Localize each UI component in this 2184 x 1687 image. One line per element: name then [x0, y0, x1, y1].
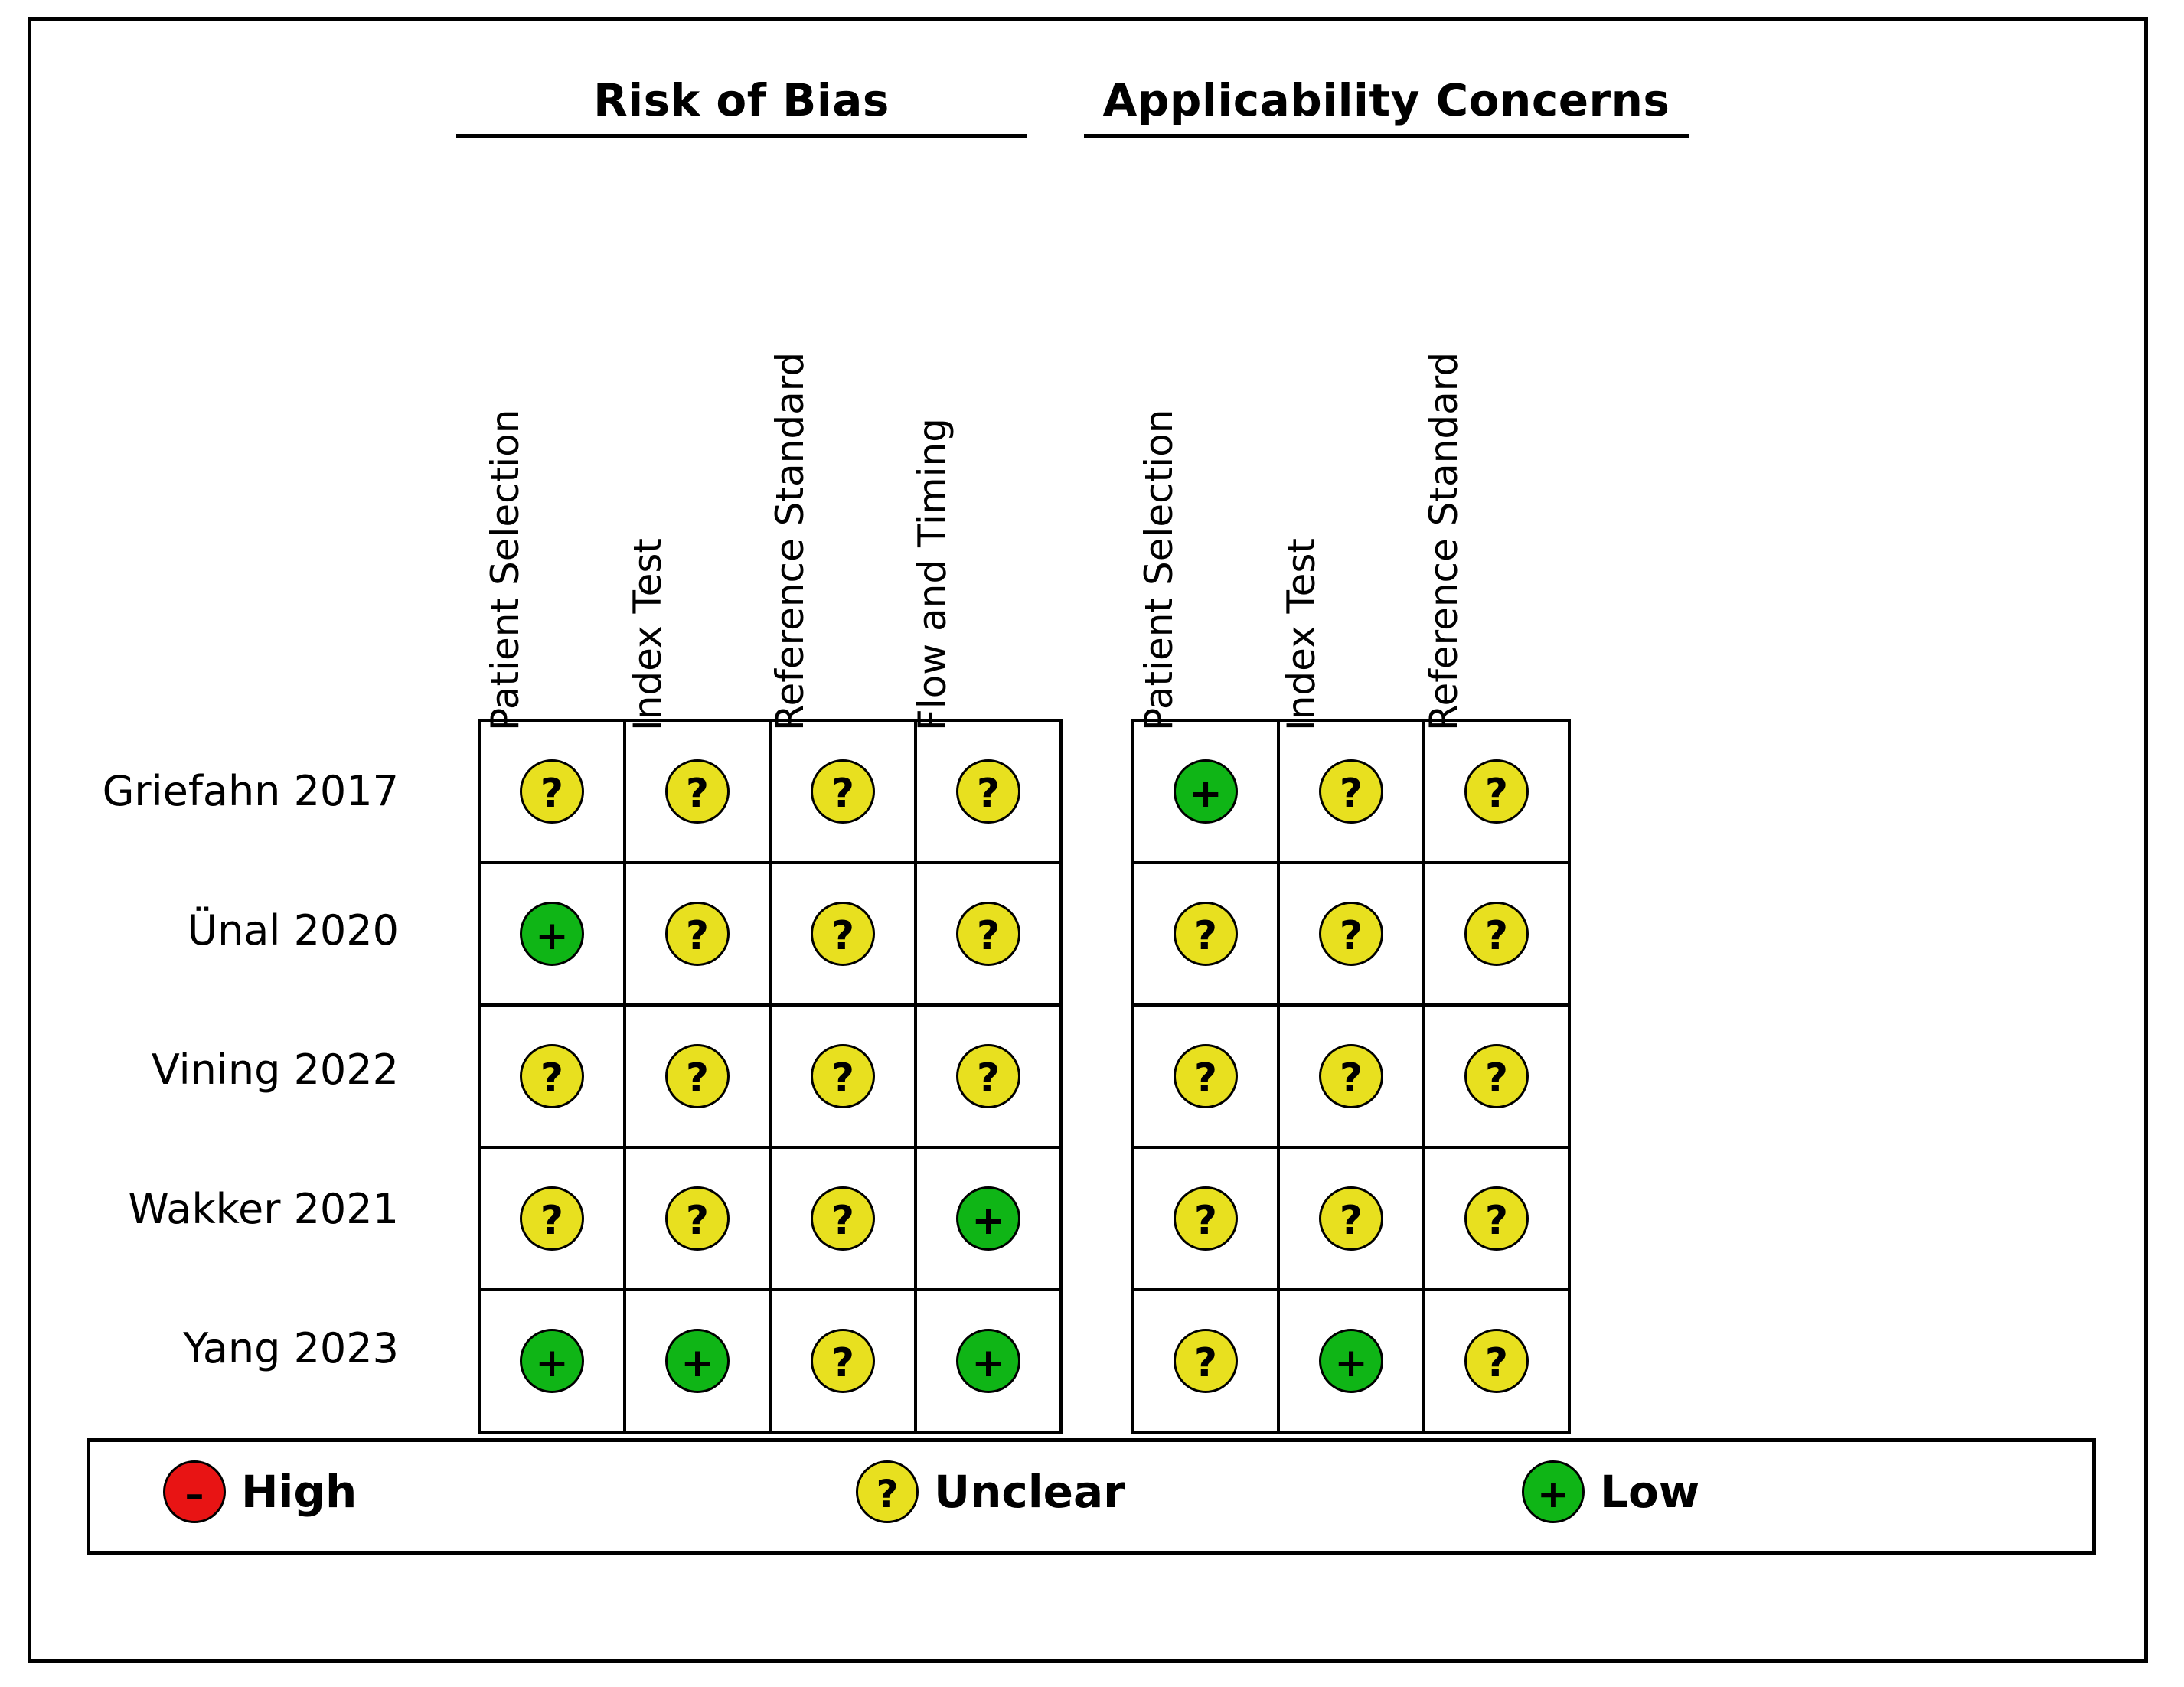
unclear-risk-icon: ?: [1464, 1329, 1529, 1393]
unclear-risk-icon: ?: [665, 1186, 730, 1251]
judgement-cell-rob-1-0: [479, 863, 625, 1005]
unclear-risk-icon: ?: [811, 759, 875, 824]
judgement-cell-appl-0-0: [1133, 720, 1278, 863]
unclear-risk-icon: ?: [520, 1044, 584, 1108]
judgement-cell-rob-4-0: [479, 1290, 625, 1432]
unclear-risk-icon: ?: [1464, 1186, 1529, 1251]
judgement-cell-appl-1-1: [1278, 863, 1424, 1005]
unclear-risk-icon: ?: [1319, 902, 1383, 966]
unclear-risk-icon: ?: [811, 1044, 875, 1108]
group-heading-risk-of-bias: Risk of Bias: [456, 74, 1027, 138]
matrix-row: [479, 863, 1061, 1005]
low-risk-icon: +: [1174, 759, 1238, 824]
matrix-row: [479, 1005, 1061, 1147]
unclear-risk-icon: ?: [956, 902, 1020, 966]
judgement-cell-rob-2-1: [625, 1005, 770, 1147]
row-label-study-0: Griefahn 2017: [102, 767, 399, 815]
unclear-risk-icon: ?: [1174, 1329, 1238, 1393]
judgement-cell-appl-2-2: [1424, 1005, 1569, 1147]
judgement-cell-appl-1-0: [1133, 863, 1278, 1005]
unclear-risk-icon: ?: [1464, 759, 1529, 824]
matrix-row: [1133, 1005, 1569, 1147]
unclear-risk-icon: ?: [1319, 759, 1383, 824]
judgement-cell-appl-4-0: [1133, 1290, 1278, 1432]
legend-item-high: [163, 1460, 357, 1523]
judgement-cell-appl-1-2: [1424, 863, 1569, 1005]
judgement-cell-appl-4-1: [1278, 1290, 1424, 1432]
judgement-cell-appl-3-0: [1133, 1147, 1278, 1290]
unclear-risk-icon: ?: [1174, 902, 1238, 966]
judgement-cell-rob-0-3: [916, 720, 1061, 863]
unclear-risk-icon: ?: [520, 1186, 584, 1251]
low-risk-icon: +: [956, 1186, 1020, 1251]
unclear-risk-icon: ?: [956, 759, 1020, 824]
matrix-row: [1133, 720, 1569, 863]
legend: [87, 1438, 2096, 1555]
figure-frame: [28, 17, 2148, 1663]
judgement-cell-rob-2-0: [479, 1005, 625, 1147]
unclear-risk-icon: ?: [1464, 1044, 1529, 1108]
row-label-study-1: Ünal 2020: [187, 906, 399, 954]
column-label-rob-patient-selection: Patient Selection: [483, 409, 527, 731]
judgement-cell-rob-3-3: [916, 1147, 1061, 1290]
applicability-concerns-matrix: [1131, 719, 1571, 1434]
column-label-rob-reference-standard: Reference Standard: [768, 351, 812, 731]
unclear-risk-icon: ?: [1319, 1044, 1383, 1108]
unclear-risk-icon: ?: [1174, 1186, 1238, 1251]
unclear-risk-icon: ?: [520, 759, 584, 824]
matrix-row: [479, 1290, 1061, 1432]
judgement-cell-rob-4-2: [770, 1290, 916, 1432]
judgement-cell-appl-2-0: [1133, 1005, 1278, 1147]
judgement-cell-appl-3-1: [1278, 1147, 1424, 1290]
judgement-cell-appl-4-2: [1424, 1290, 1569, 1432]
unclear-risk-icon: ?: [1319, 1186, 1383, 1251]
low-risk-icon: +: [1522, 1460, 1585, 1523]
low-risk-icon: +: [665, 1329, 730, 1393]
column-label-rob-flow-and-timing: Flow and Timing: [910, 418, 955, 731]
row-label-study-2: Vining 2022: [151, 1046, 399, 1094]
judgement-cell-rob-1-2: [770, 863, 916, 1005]
group-heading-applicability-concerns: Applicability Concerns: [1084, 74, 1689, 138]
judgement-cell-appl-2-1: [1278, 1005, 1424, 1147]
low-risk-icon: +: [1319, 1329, 1383, 1393]
risk-of-bias-matrix: [478, 719, 1063, 1434]
low-risk-icon: +: [520, 1329, 584, 1393]
unclear-risk-icon: ?: [1174, 1044, 1238, 1108]
matrix-row: [1133, 863, 1569, 1005]
judgement-cell-appl-0-1: [1278, 720, 1424, 863]
unclear-risk-icon: ?: [811, 1329, 875, 1393]
unclear-risk-icon: ?: [811, 1186, 875, 1251]
column-label-appl-index-test: Index Test: [1279, 537, 1324, 731]
judgement-cell-rob-4-3: [916, 1290, 1061, 1432]
high-risk-icon: –: [163, 1460, 226, 1523]
column-label-rob-index-test: Index Test: [625, 537, 670, 731]
row-label-study-4: Yang 2023: [183, 1324, 399, 1372]
matrix-row: [1133, 1147, 1569, 1290]
judgement-cell-rob-0-1: [625, 720, 770, 863]
unclear-risk-icon: ?: [1464, 902, 1529, 966]
unclear-risk-icon: ?: [856, 1460, 919, 1523]
judgement-cell-rob-0-0: [479, 720, 625, 863]
row-label-study-3: Wakker 2021: [128, 1185, 399, 1233]
judgement-cell-appl-0-2: [1424, 720, 1569, 863]
unclear-risk-icon: ?: [811, 902, 875, 966]
judgement-cell-rob-4-1: [625, 1290, 770, 1432]
matrix-row: [479, 720, 1061, 863]
low-risk-icon: +: [956, 1329, 1020, 1393]
judgement-cell-rob-2-3: [916, 1005, 1061, 1147]
judgement-cell-appl-3-2: [1424, 1147, 1569, 1290]
legend-item-low: [1522, 1460, 1699, 1523]
legend-label-unclear: Unclear: [934, 1466, 1125, 1518]
unclear-risk-icon: ?: [956, 1044, 1020, 1108]
legend-item-unclear: [856, 1460, 1125, 1523]
unclear-risk-icon: ?: [665, 759, 730, 824]
low-risk-icon: +: [520, 902, 584, 966]
matrix-row: [1133, 1290, 1569, 1432]
column-label-appl-patient-selection: Patient Selection: [1137, 409, 1181, 731]
legend-label-high: High: [241, 1466, 357, 1518]
judgement-cell-rob-3-2: [770, 1147, 916, 1290]
legend-label-low: Low: [1600, 1466, 1700, 1518]
column-label-appl-reference-standard: Reference Standard: [1422, 351, 1466, 731]
judgement-cell-rob-1-1: [625, 863, 770, 1005]
judgement-cell-rob-0-2: [770, 720, 916, 863]
unclear-risk-icon: ?: [665, 902, 730, 966]
judgement-cell-rob-3-1: [625, 1147, 770, 1290]
matrix-row: [479, 1147, 1061, 1290]
judgement-cell-rob-2-2: [770, 1005, 916, 1147]
unclear-risk-icon: ?: [665, 1044, 730, 1108]
judgement-cell-rob-3-0: [479, 1147, 625, 1290]
judgement-cell-rob-1-3: [916, 863, 1061, 1005]
